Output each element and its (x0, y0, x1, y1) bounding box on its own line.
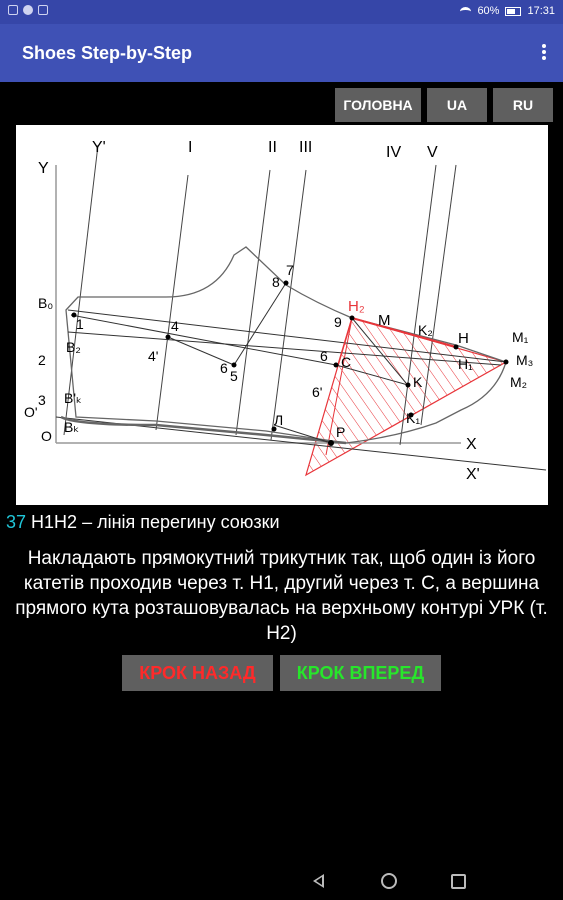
step-back-button[interactable]: КРОК НАЗАД (122, 655, 273, 691)
label-iv: IV (386, 144, 402, 161)
label-6-prime: 6' (312, 384, 323, 400)
label-m1: M₁ (512, 329, 529, 345)
label-k2: K₂ (418, 322, 433, 338)
step-navigation (0, 655, 563, 691)
shoe-construction-diagram (16, 125, 548, 505)
label-ii: II (268, 139, 277, 156)
notification-icons (8, 5, 48, 15)
label-bk: Bₖ (64, 419, 80, 435)
system-status (460, 5, 555, 17)
status-bar (0, 0, 563, 24)
home-button[interactable]: ГОЛОВНА (335, 88, 421, 122)
label-k: K (413, 374, 423, 390)
system-nav-bar (0, 864, 563, 900)
line-iii (271, 170, 306, 440)
label-b0: B₀ (38, 295, 54, 311)
ru-language-button[interactable]: RU (493, 88, 553, 122)
label-7: 7 (286, 262, 294, 278)
label-o: O (41, 428, 52, 444)
label-m: M (378, 312, 391, 329)
message-notification-icon (38, 5, 48, 15)
label-4: 4 (171, 318, 179, 334)
line-i (156, 175, 188, 430)
label-k1: K₁ (406, 410, 421, 426)
app-title: Shoes Step-by-Step (22, 43, 193, 63)
step-forward-button[interactable]: КРОК ВПЕРЕД (280, 655, 441, 691)
label-m3: M₃ (516, 352, 534, 368)
label-y: Y (38, 160, 49, 177)
line-5-8 (234, 283, 286, 365)
label-8: 8 (272, 274, 280, 290)
label-5: 5 (230, 368, 238, 384)
app-notification-icon (23, 5, 33, 15)
label-bk-prime: B'ₖ (64, 390, 82, 406)
label-1: 1 (76, 316, 84, 332)
step-instruction: Накладають прямокутний трикутник так, щоб один із його катетів проходив через т. Н1, другий через т. С, а вершина прямого кута розташовувалась на верхньому контурі УРК (т. Н2) (15, 548, 548, 644)
label-i: I (188, 139, 193, 156)
battery-icon (505, 7, 521, 16)
overflow-menu-icon[interactable] (539, 42, 549, 64)
label-o-prime: O' (24, 404, 38, 420)
diagram-svg (16, 125, 548, 505)
wifi-icon (460, 7, 471, 16)
label-2: 2 (38, 352, 46, 368)
clock: 17:31 (527, 5, 555, 17)
label-3: 3 (38, 392, 46, 408)
label-6-c: 6 (320, 348, 328, 364)
line-ii (236, 170, 270, 435)
label-b2: B₂ (66, 339, 81, 355)
home-circle-icon[interactable] (381, 873, 397, 889)
label-p: P (336, 424, 346, 440)
label-x: X (466, 436, 477, 453)
label-v: V (427, 144, 438, 161)
step-number: 37 (6, 512, 27, 532)
ua-language-button[interactable]: UA (427, 88, 487, 122)
step-title: Н1Н2 – лінія перегину союзки (31, 512, 280, 532)
label-4-prime: 4' (148, 348, 159, 364)
top-buttons (335, 88, 553, 122)
label-l: Л (274, 412, 284, 428)
label-6: 6 (220, 360, 228, 376)
label-9: 9 (334, 314, 342, 330)
label-h1: H₁ (458, 356, 473, 372)
label-y-prime: Y' (92, 139, 106, 156)
recents-square-icon[interactable] (451, 874, 466, 889)
back-triangle-icon[interactable] (313, 874, 324, 888)
step-header (6, 512, 280, 533)
shoe-bottom-contour (61, 417, 346, 443)
label-h: H (458, 330, 469, 347)
gallery-notification-icon (8, 5, 18, 15)
label-m2: M₂ (510, 374, 528, 390)
line-1-c (71, 315, 336, 365)
app-bar (0, 24, 563, 82)
label-c: C (341, 354, 352, 370)
battery-percent: 60% (477, 5, 500, 17)
label-iii: III (299, 139, 313, 156)
label-x-prime: X' (466, 466, 480, 483)
label-h2: H₂ (348, 298, 365, 315)
